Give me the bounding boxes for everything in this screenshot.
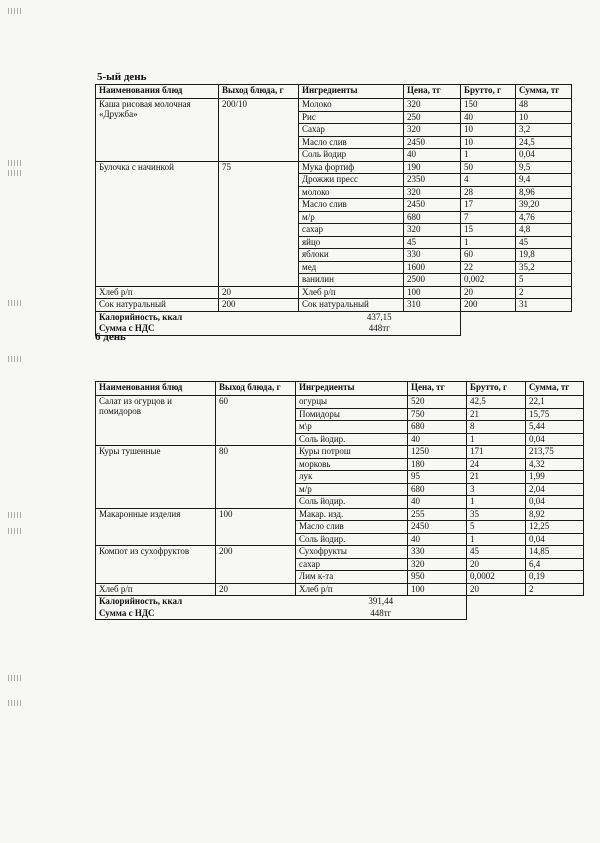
price: 1250 [408, 446, 467, 459]
calories-value: 391,44 [296, 596, 467, 608]
table-row [96, 583, 584, 596]
gross-weight: 21 [467, 471, 526, 484]
ingredient-name: м/р [299, 211, 404, 224]
column-header: Цена, тг [404, 85, 461, 99]
sum: 10 [516, 111, 572, 124]
gross-weight: 1 [467, 433, 526, 446]
dish-name: Компот из сухофруктов [96, 546, 216, 584]
gross-weight: 45 [467, 546, 526, 559]
table-row [96, 286, 572, 299]
column-header: Брутто, г [461, 85, 516, 99]
sum: 0,04 [526, 533, 584, 546]
table-row [96, 396, 584, 409]
gross-weight: 171 [467, 446, 526, 459]
price: 45 [404, 236, 461, 249]
sum: 45 [516, 236, 572, 249]
gross-weight: 20 [467, 558, 526, 571]
day6-menu-table [95, 381, 584, 620]
gross-weight: 40 [461, 111, 516, 124]
sum: 14,85 [526, 546, 584, 559]
sum: 35,2 [516, 261, 572, 274]
dish-name: Салат из огурцов и помидоров [96, 396, 216, 446]
sum: 2,04 [526, 483, 584, 496]
column-header: Выход блюда, г [216, 382, 296, 396]
dish-output: 100 [216, 508, 296, 546]
price: 2450 [404, 136, 461, 149]
dish-output: 200 [216, 546, 296, 584]
gross-weight: 22 [461, 261, 516, 274]
price: 330 [408, 546, 467, 559]
calories-value: 437,15 [299, 311, 461, 323]
price: 2450 [404, 199, 461, 212]
price: 40 [404, 149, 461, 162]
sum: 0,04 [526, 433, 584, 446]
price: 680 [404, 211, 461, 224]
sum: 8,96 [516, 186, 572, 199]
price: 100 [408, 583, 467, 596]
gross-weight: 20 [467, 583, 526, 596]
column-header: Наименования блюд [96, 382, 216, 396]
ingredient-name: яйцо [299, 236, 404, 249]
price: 310 [404, 299, 461, 312]
ingredient-name: яблоки [299, 249, 404, 262]
price: 40 [408, 496, 467, 509]
margin-mark [8, 700, 22, 706]
calories-label: Калорийность, ккал [96, 596, 296, 608]
ingredient-name: лук [296, 471, 408, 484]
ingredient-name: Масло слив [299, 199, 404, 212]
sum: 1,99 [526, 471, 584, 484]
gross-weight: 1 [461, 149, 516, 162]
sum: 8,92 [526, 508, 584, 521]
ingredient-name: Масло слив [296, 521, 408, 534]
sum: 4,32 [526, 458, 584, 471]
table-row [96, 99, 572, 112]
sum-value: 448тг [299, 323, 461, 335]
ingredient-name: Сухофрукты [296, 546, 408, 559]
sum-label: Сумма с НДС [96, 608, 296, 620]
sum-row [96, 608, 584, 620]
gross-weight: 28 [461, 186, 516, 199]
sum-label: Сумма с НДС [96, 323, 299, 335]
margin-mark [8, 528, 22, 534]
sum: 4,8 [516, 224, 572, 237]
gross-weight: 1 [467, 496, 526, 509]
margin-mark [8, 675, 22, 681]
sum: 5,44 [526, 421, 584, 434]
column-header: Сумма, тг [516, 85, 572, 99]
sum: 6,4 [526, 558, 584, 571]
gross-weight: 150 [461, 99, 516, 112]
column-header: Ингредиенты [296, 382, 408, 396]
ingredient-name: Соль йодир [299, 149, 404, 162]
sum: 24,5 [516, 136, 572, 149]
price: 320 [404, 224, 461, 237]
gross-weight: 35 [467, 508, 526, 521]
price: 680 [408, 421, 467, 434]
dish-name: Макаронные изделия [96, 508, 216, 546]
price: 2500 [404, 274, 461, 287]
dish-output: 20 [216, 583, 296, 596]
calories-label: Калорийность, ккал [96, 311, 299, 323]
gross-weight: 0,0002 [467, 571, 526, 584]
sum: 2 [516, 286, 572, 299]
ingredient-name: Соль йодир. [296, 496, 408, 509]
table-row [96, 161, 572, 174]
ingredient-name: молоко [299, 186, 404, 199]
dish-name: Хлеб р/п [96, 286, 219, 299]
ingredient-name: Мука фортиф [299, 161, 404, 174]
ingredient-name: Сахар [299, 124, 404, 137]
gross-weight: 20 [461, 286, 516, 299]
ingredient-name: Хлеб р/п [296, 583, 408, 596]
price: 950 [408, 571, 467, 584]
gross-weight: 10 [461, 124, 516, 137]
ingredient-name: ванилин [299, 274, 404, 287]
table-row [96, 546, 584, 559]
margin-mark [8, 8, 22, 14]
price: 320 [404, 124, 461, 137]
price: 680 [408, 483, 467, 496]
sum: 48 [516, 99, 572, 112]
sum: 0,04 [526, 496, 584, 509]
column-header: Сумма, тг [526, 382, 584, 396]
gross-weight: 1 [461, 236, 516, 249]
gross-weight: 21 [467, 408, 526, 421]
dish-output: 200 [219, 299, 299, 312]
ingredient-name: сахар [296, 558, 408, 571]
ingredient-name: м\р [296, 421, 408, 434]
margin-mark [8, 300, 22, 306]
ingredient-name: Соль йодир. [296, 433, 408, 446]
price: 2450 [408, 521, 467, 534]
gross-weight: 10 [461, 136, 516, 149]
sum: 5 [516, 274, 572, 287]
price: 95 [408, 471, 467, 484]
day5-menu-table [95, 84, 572, 336]
sum: 15,75 [526, 408, 584, 421]
ingredient-name: Рис [299, 111, 404, 124]
dish-output: 200/10 [219, 99, 299, 162]
sum: 19,8 [516, 249, 572, 262]
column-header: Выход блюда, г [219, 85, 299, 99]
sum-value: 448тг [296, 608, 467, 620]
price: 1600 [404, 261, 461, 274]
price: 750 [408, 408, 467, 421]
sum: 22,1 [526, 396, 584, 409]
table-row [96, 446, 584, 459]
ingredient-name: сахар [299, 224, 404, 237]
price: 255 [408, 508, 467, 521]
sum: 4,76 [516, 211, 572, 224]
calories-row [96, 311, 572, 323]
price: 330 [404, 249, 461, 262]
column-header: Наименования блюд [96, 85, 219, 99]
ingredient-name: Молоко [299, 99, 404, 112]
margin-mark [8, 356, 22, 362]
ingredient-name: Куры потрош [296, 446, 408, 459]
gross-weight: 200 [461, 299, 516, 312]
ingredient-name: мед [299, 261, 404, 274]
ingredient-name: Лим к-та [296, 571, 408, 584]
ingredient-name: Соль йодир. [296, 533, 408, 546]
dish-name: Хлеб р/п [96, 583, 216, 596]
day5-heading: 5-ый день [97, 71, 147, 83]
sum: 39,20 [516, 199, 572, 212]
ingredient-name: м/р [296, 483, 408, 496]
gross-weight: 7 [461, 211, 516, 224]
ingredient-name: Помидоры [296, 408, 408, 421]
sum: 9,5 [516, 161, 572, 174]
gross-weight: 42,5 [467, 396, 526, 409]
price: 320 [408, 558, 467, 571]
gross-weight: 1 [467, 533, 526, 546]
price: 40 [408, 533, 467, 546]
sum: 12,25 [526, 521, 584, 534]
sum: 2 [526, 583, 584, 596]
dish-name: Куры тушенные [96, 446, 216, 509]
price: 190 [404, 161, 461, 174]
gross-weight: 8 [467, 421, 526, 434]
gross-weight: 15 [461, 224, 516, 237]
dish-output: 80 [216, 446, 296, 509]
price: 520 [408, 396, 467, 409]
dish-name: Булочка с начинкой [96, 161, 219, 286]
dish-output: 75 [219, 161, 299, 286]
dish-output: 60 [216, 396, 296, 446]
price: 320 [404, 186, 461, 199]
gross-weight: 17 [461, 199, 516, 212]
ingredient-name: Масло слив [299, 136, 404, 149]
table-row [96, 508, 584, 521]
sum: 9,4 [516, 174, 572, 187]
ingredient-name: Макар. изд. [296, 508, 408, 521]
gross-weight: 24 [467, 458, 526, 471]
ingredient-name: морковь [296, 458, 408, 471]
price: 250 [404, 111, 461, 124]
table-row [96, 299, 572, 312]
dish-name: Каша рисовая молочная «Дружба» [96, 99, 219, 162]
gross-weight: 0,002 [461, 274, 516, 287]
sum: 213,75 [526, 446, 584, 459]
header-row [96, 85, 572, 99]
margin-mark [8, 512, 22, 518]
margin-mark [8, 170, 22, 176]
column-header: Ингредиенты [299, 85, 404, 99]
sum: 3,2 [516, 124, 572, 137]
column-header: Цена, тг [408, 382, 467, 396]
price: 2350 [404, 174, 461, 187]
ingredient-name: Дрожжи пресс [299, 174, 404, 187]
gross-weight: 4 [461, 174, 516, 187]
header-row [96, 382, 584, 396]
dish-name: Сок натуральный [96, 299, 219, 312]
sum: 31 [516, 299, 572, 312]
ingredient-name: огурцы [296, 396, 408, 409]
gross-weight: 3 [467, 483, 526, 496]
calories-row [96, 596, 584, 608]
dish-output: 20 [219, 286, 299, 299]
sum-row [96, 323, 572, 335]
sum: 0,04 [516, 149, 572, 162]
ingredient-name: Хлеб р/п [299, 286, 404, 299]
price: 100 [404, 286, 461, 299]
price: 40 [408, 433, 467, 446]
ingredient-name: Сок натуральный [299, 299, 404, 312]
column-header: Брутто, г [467, 382, 526, 396]
margin-mark [8, 160, 22, 166]
price: 180 [408, 458, 467, 471]
gross-weight: 60 [461, 249, 516, 262]
price: 320 [404, 99, 461, 112]
sum: 0,19 [526, 571, 584, 584]
day6-heading: 6 день [95, 331, 126, 343]
gross-weight: 5 [467, 521, 526, 534]
gross-weight: 50 [461, 161, 516, 174]
